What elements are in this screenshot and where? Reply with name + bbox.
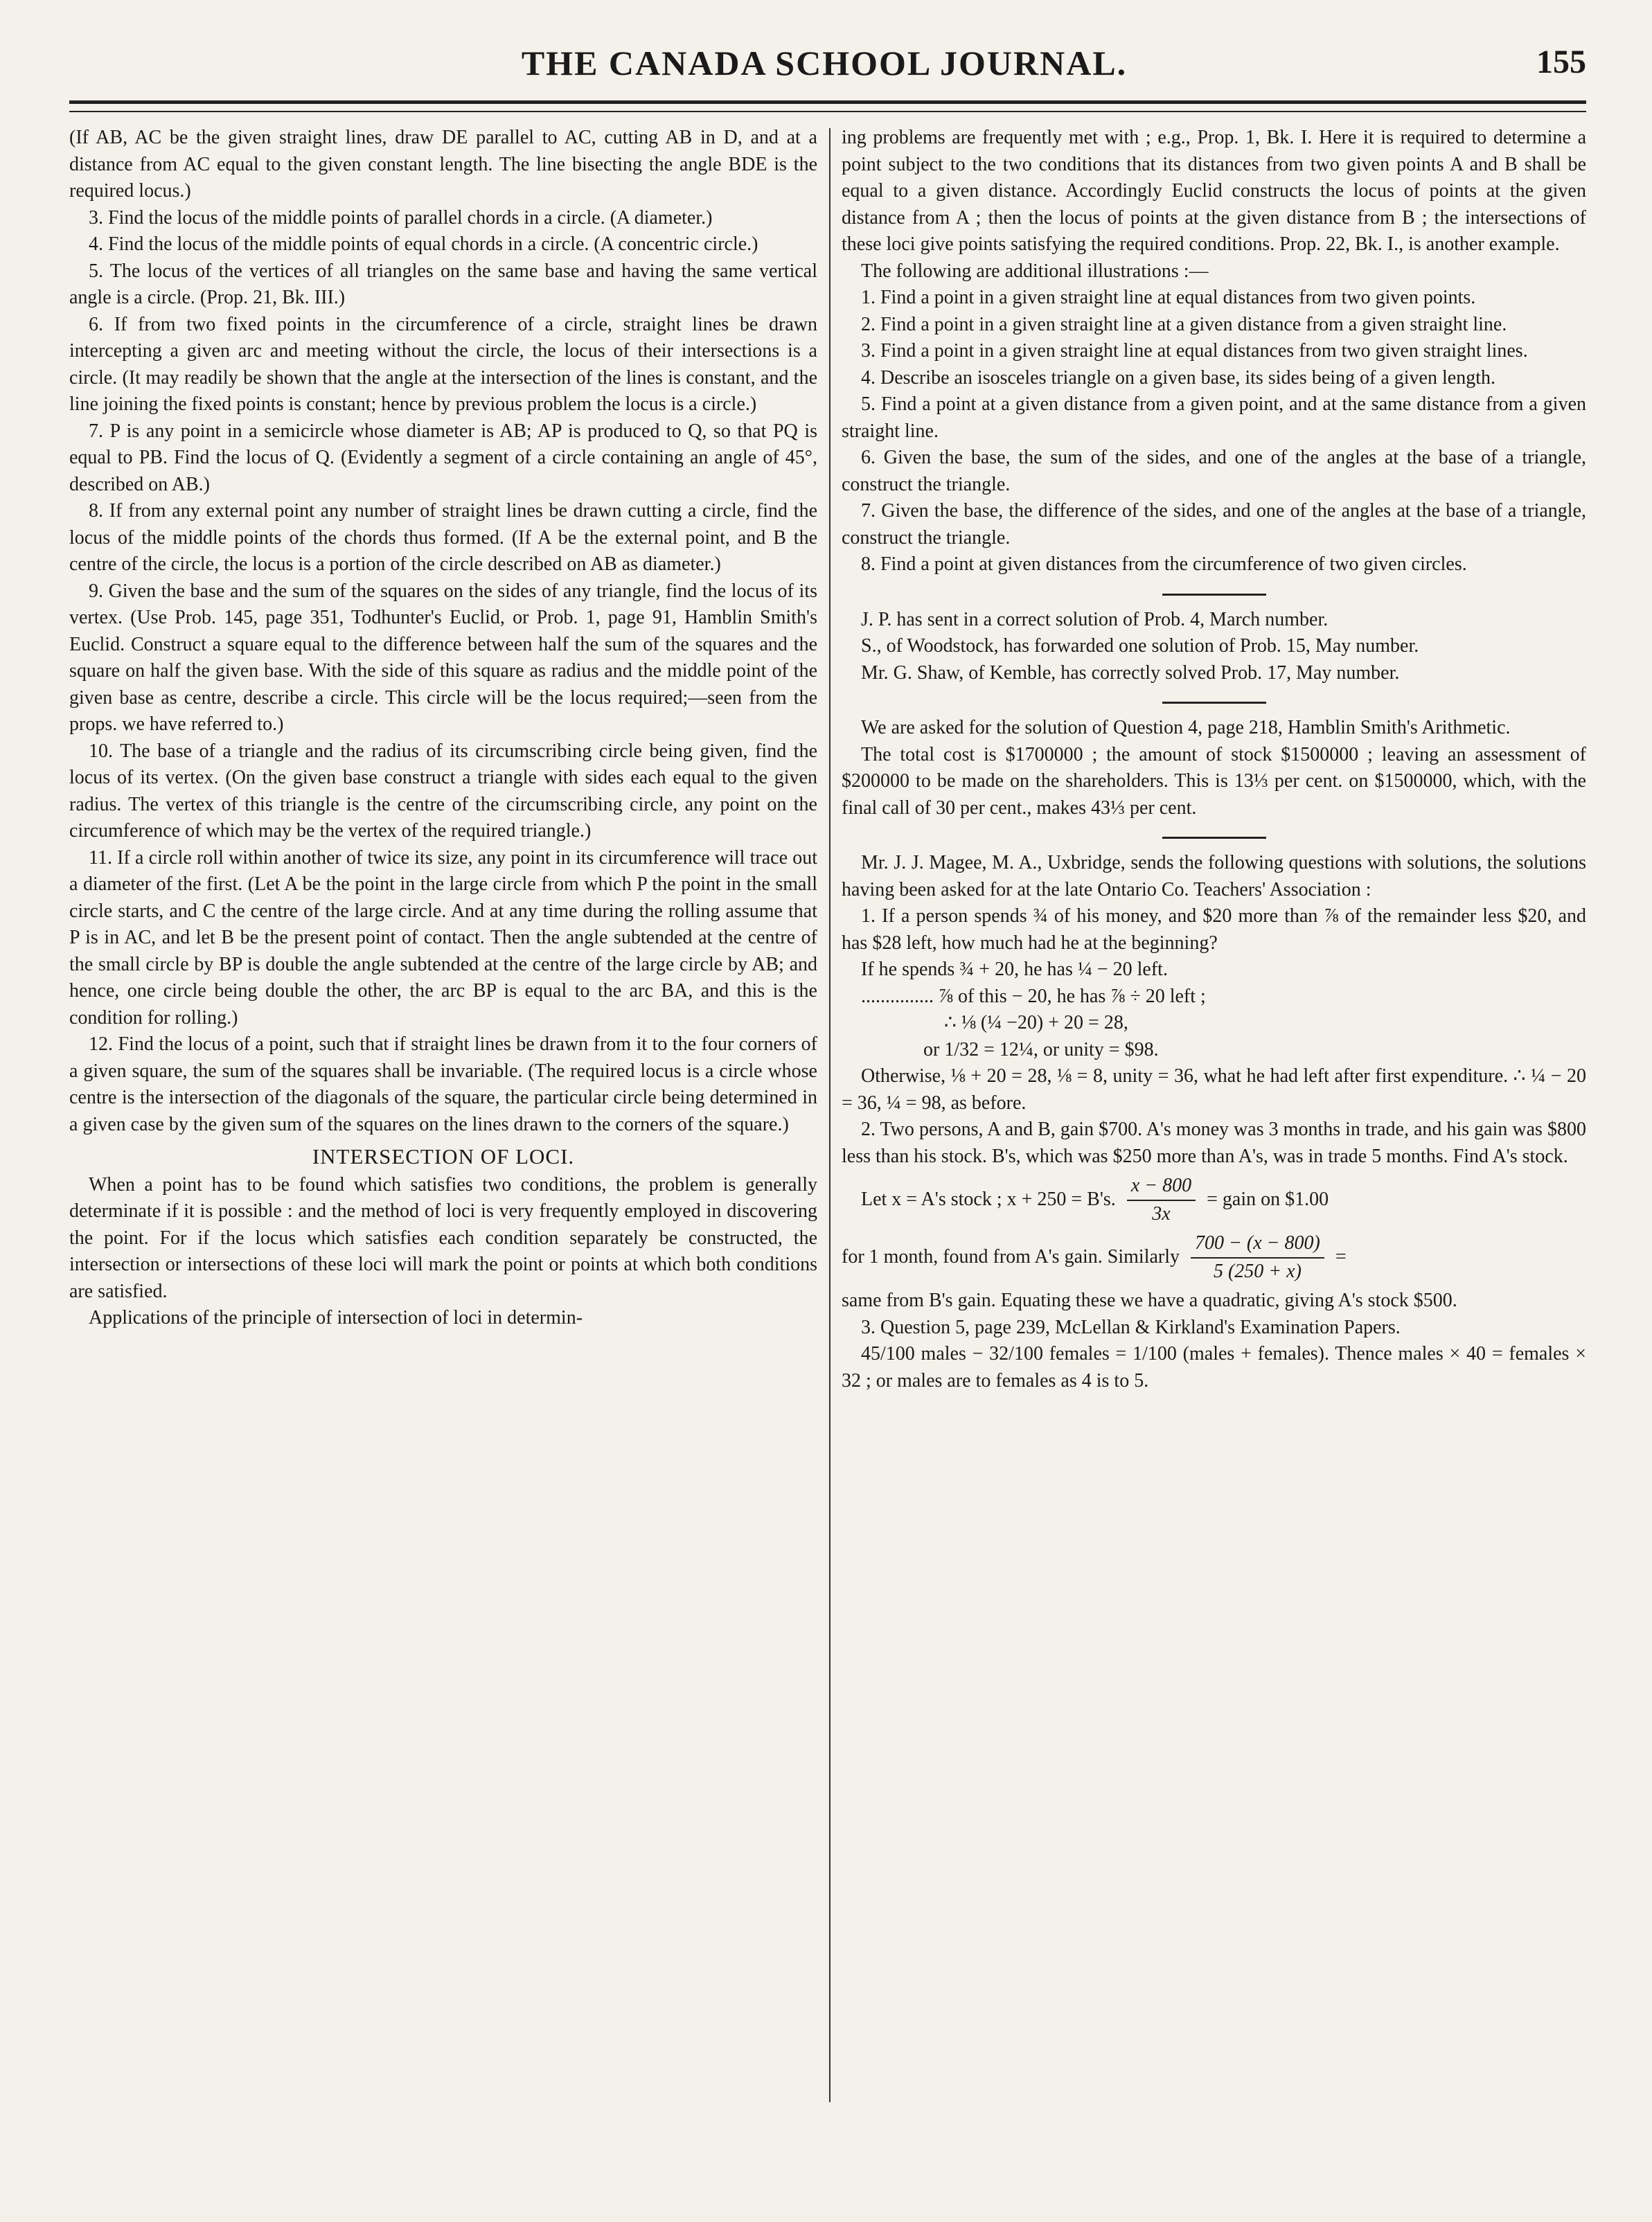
problem-8: 8. If from any external point any number of straight lines be drawn cutting a circle, find the locus of the middle points of the chords thus formed. (If A be the external point, and B the centre of the circle, the locus is a portion of the circle described on AB as diameter.) — [69, 500, 817, 575]
paragraph: We are asked for the solution of Question 4, page 218, Hamblin Smith's Arithmetic. — [861, 717, 1511, 738]
problem-7: 7. P is any point in a semicircle whose diameter is AB; AP is produced to Q, so that PQ is equal to PB. Find the locus of Q. (Evidently a segment of a circle containing an angle of 45°, described on AB.) — [69, 420, 817, 495]
paragraph: 2. Two persons, A and B, gain $700. A's money was 3 months in trade, and his gain was $800 less than his stock. B's, which was $250 more than A's, was in trade 5 months. Find A's stock. — [842, 1119, 1586, 1167]
left-column — [69, 125, 817, 2126]
illustration-8: 8. Find a point at given distances from the circumference of two given circles. — [861, 553, 1467, 575]
section-heading: INTERSECTION OF LOCI. — [312, 1144, 575, 1168]
paragraph: ing problems are frequently met with ; e.g., Prop. 1, Bk. I. Here it is required to determine a point subject to the two conditions that its distances from two given points A and B shall be equal to a given distance. Accordingly Euclid constructs the locus of points at the given distance from A ; then the locus of points at the given distance from B ; the intersections of these loci give points satisfying the required conditions. Prop. 22, Bk. I., is another example. — [842, 127, 1586, 255]
problem-9: 9. Given the base and the sum of the squares on the sides of any triangle, find the locus of its vertex. (Use Prob. 145, page 351, Todhunter's Euclid, or Prob. 1, page 91, Hamblin Smith's Euclid. Construct a square equal to the difference between half the sum of the squares and the square on half the given base. With the side of this square as radius and the middle point of the given base as centre, describe a circle. This circle will be the locus required;—seen from the props. we have referred to.) — [69, 580, 817, 735]
fraction — [1191, 1230, 1324, 1285]
illustration-5: 5. Find a point at a given distance from a given point, and at the same distance from a given straight line. — [842, 393, 1586, 442]
formula-line — [842, 1173, 1586, 1227]
fraction — [1127, 1173, 1196, 1227]
problem-4: 4. Find the locus of the middle points of equal chords in a circle. (A concentric circle.) — [89, 233, 758, 255]
formula-text: = gain on $1.00 — [1207, 1189, 1329, 1211]
fraction-numerator: x − 800 — [1127, 1173, 1196, 1201]
math-line: If he spends ¾ + 20, he has ¼ − 20 left. — [861, 959, 1168, 980]
illustration-6: 6. Given the base, the sum of the sides, and one of the angles at the base of a triangle, construct the triangle. — [842, 447, 1586, 495]
problem-6: 6. If from two fixed points in the circumference of a circle, straight lines be drawn intercepting a given arc and meeting without the circle, the locus of their intersections is a circle. (It may readily be shown that the angle at the intersection of the lines is constant, and the line joining the fixed points is constant; hence by previous problem the locus is a circle.) — [69, 313, 817, 415]
fraction-denominator: 5 (250 + x) — [1213, 1260, 1302, 1282]
right-column — [842, 125, 1586, 2126]
note: J. P. has sent in a correct solution of Prob. 4, March number. — [861, 608, 1329, 630]
header-rule-thick — [69, 100, 1586, 104]
illustration-3: 3. Find a point in a given straight line at equal distances from two given straight lines. — [861, 340, 1528, 362]
math-line: ∴ ⅛ (¼ −20) + 20 = 28, — [944, 1012, 1128, 1033]
paragraph: When a point has to be found which satisfies two conditions, the problem is generally determinate if it is possible : and the method of loci is very frequently employed in discovering the point. For if the locus which satisfies each condition separately be constructed, the intersection or intersections of these loci will mark the point or points at which both conditions are satisfied. — [69, 1173, 817, 1302]
formula-line — [842, 1230, 1586, 1285]
problem-3: 3. Find the locus of the middle points of parallel chords in a circle. (A diameter.) — [89, 206, 713, 229]
formula-text: = — [1335, 1246, 1347, 1268]
problem-5: 5. The locus of the vertices of all triangles on the same base and having the same vertical angle is a circle. (Prop. 21, Bk. III.) — [69, 260, 817, 308]
illustration-2: 2. Find a point in a given straight line at a given distance from a given straight line. — [861, 313, 1507, 335]
paragraph: The total cost is $1700000 ; the amount of stock $1500000 ; leaving an assessment of $200000 to be made on the shareholders. This is 13⅓ per cent. on $1500000, which, with the final call of 30 per cent., makes 43⅓ per cent. — [842, 743, 1586, 819]
problem-10: 10. The base of a triangle and the radius of its circumscribing circle being given, find the locus of its vertex. (On the given base construct a triangle with sides each equal to the given radius. The vertex of this triangle is the centre of the circumscribing circle, any point on the circumference of which may be the vertex of the required triangle.) — [69, 740, 817, 842]
paragraph: 45/100 males − 32/100 females = 1/100 (males + females). Thence males × 40 = females × 32 ; or males are to females as 4 is to 5. — [842, 1343, 1586, 1392]
illustration-1: 1. Find a point in a given straight line at equal distances from two given points. — [861, 287, 1476, 308]
page-number: 155 — [1536, 44, 1586, 80]
formula-text: for 1 month, found from A's gain. Similarly — [842, 1246, 1180, 1268]
paragraph: same from B's gain. Equating these we have a quadratic, giving A's stock $500. — [842, 1290, 1457, 1311]
fraction-denominator: 3x — [1152, 1202, 1171, 1225]
note: Mr. G. Shaw, of Kemble, has correctly solved Prob. 17, May number. — [861, 661, 1400, 684]
section-rule — [1162, 594, 1266, 596]
problem-12: 12. Find the locus of a point, such that if straight lines be drawn from it to the four corners of a given square, the sum of the squares shall be invariable. (The required locus is a circle whose centre is the intersection of the diagonals of the square, the particular circle being determined in a given case by the given sum of the squares on the lines drawn to the corners of the square.) — [69, 1033, 817, 1135]
paragraph: Otherwise, ⅛ + 20 = 28, ⅛ = 8, unity = 36, what he had left after first expenditure. ∴ ¼ − 20 = 36, ¼ = 98, as before. — [842, 1065, 1586, 1114]
section-rule — [1162, 702, 1266, 704]
paragraph: Mr. J. J. Magee, M. A., Uxbridge, sends the following questions with solutions, the solutions having been asked for at the late Ontario Co. Teachers' Association : — [842, 852, 1586, 900]
math-line: or 1/32 = 12¼, or unity = $98. — [923, 1038, 1159, 1060]
column-divider — [829, 128, 831, 2102]
section-rule — [1162, 837, 1266, 839]
math-line: ............... ⅞ of this − 20, he has ⅞ ÷ 20 left ; — [861, 985, 1206, 1007]
paragraph: 3. Question 5, page 239, McLellan & Kirkland's Examination Papers. — [861, 1316, 1401, 1338]
fraction-numerator: 700 − (x − 800) — [1191, 1230, 1324, 1259]
illustration-4: 4. Describe an isosceles triangle on a given base, its sides being of a given length. — [861, 366, 1495, 389]
paragraph: Applications of the principle of intersection of loci in determin- — [89, 1307, 583, 1328]
formula-text: Let x = A's stock ; x + 250 = B's. — [861, 1189, 1116, 1211]
illustration-7: 7. Given the base, the difference of the sides, and one of the angles at the base of a triangle, construct the triangle. — [842, 500, 1586, 549]
problem-11: 11. If a circle roll within another of twice its size, any point in its circumference will trace out a diameter of the first. (Let A be the point in the large circle from which P the point in the small circle starts, and C the centre of the large circle. And at any time during the rolling assume that P is in AC, and let B be the present point of contact. Then the angle subtended at the centre of the small circle by BP is double the angle subtended at the centre of the large circle by AB; and hence, one circle being double the other, the arc BP is equal to the arc BA, and this is the condition for rolling.) — [69, 846, 817, 1029]
paragraph: The following are additional illustrations :— — [861, 260, 1209, 282]
page-header — [62, 43, 1586, 91]
journal-title: THE CANADA SCHOOL JOURNAL. — [521, 44, 1128, 82]
note: S., of Woodstock, has forwarded one solution of Prob. 15, May number. — [861, 635, 1419, 657]
header-rule-thin — [69, 111, 1586, 112]
paragraph: 1. If a person spends ¾ of his money, and $20 more than ⅞ of the remainder less $20, and has $28 left, how much had he at the beginning? — [842, 905, 1586, 954]
paragraph: (If AB, AC be the given straight lines, draw DE parallel to AC, cutting AB in D, and at a distance from AC equal to the given constant length. The line bisecting the angle BDE is the required locus.) — [69, 127, 817, 202]
